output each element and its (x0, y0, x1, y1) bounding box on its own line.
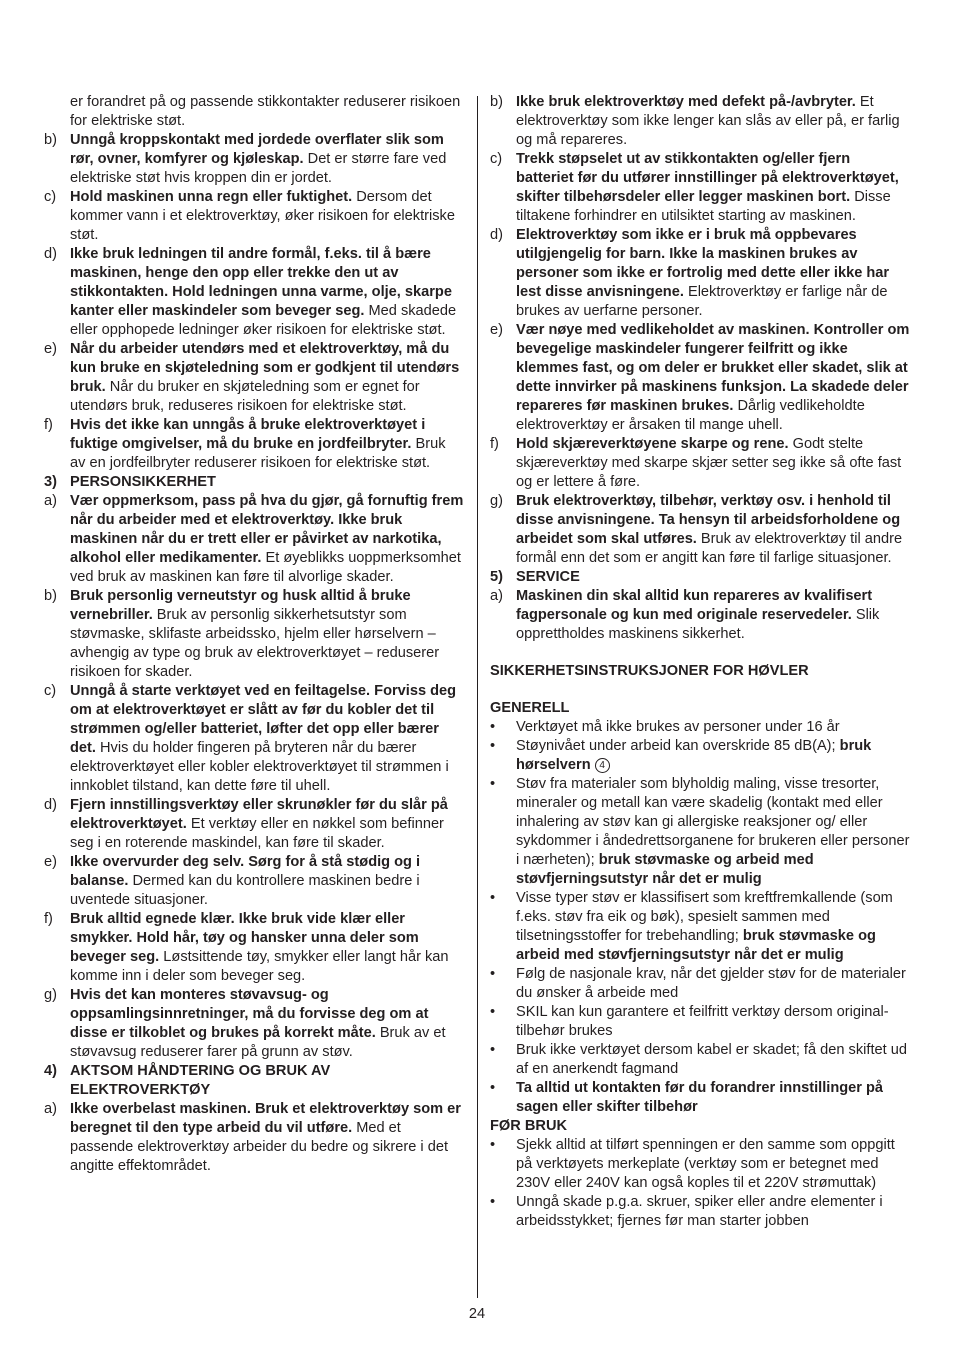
section-3-heading (44, 473, 464, 492)
list-item (490, 435, 910, 492)
bullet-bold-text: bruk støvmaske og arbeid med støvfjerningsutstyr når det er mulig (516, 852, 814, 887)
item-bold-text: Hold maskinen unna regn eller fuktighet. (70, 189, 353, 205)
item-label: c) (44, 189, 57, 205)
list-item (44, 416, 464, 473)
left-column (44, 93, 464, 1176)
bullet-bold-text: Ta alltid ut kontakten før du forandrer innstillinger på sagen eller skifter tilbehør (516, 1080, 884, 1115)
list-item (490, 93, 910, 150)
item-label: e) (44, 341, 57, 357)
bullet-item (490, 1193, 910, 1231)
list-item (490, 150, 910, 226)
item-bold-text: Ikke overvurder deg selv. Sørg for å stå stødig og i balanse. (70, 854, 421, 889)
item-text: Bruk av en jordfeilbryter reduserer risikoen for elektriske støt. (70, 436, 446, 471)
item-text: Løstsittende tøy, smykker eller langt hår kan komme inn i deler som beveger seg. (70, 949, 449, 984)
bullet-icon: • (490, 738, 496, 754)
bullet-item (490, 965, 910, 1003)
section-number: 3) (44, 474, 57, 490)
item-bold-text: Når du arbeider utendørs med et elektroverktøy, må du kun bruke en skjøteledning som er godkjent til utendørs bruk. (70, 341, 460, 395)
item-bold-text: Fjern innstillingsverktøy eller skrunøkler før du slår på elektroverktøyet. (70, 797, 448, 832)
section-title: AKTSOM HÅNDTERING OG BRUK AV ELEKTROVERKTØY (70, 1063, 331, 1098)
before-use-heading: FØR BRUK (490, 1118, 568, 1134)
bullet-icon: • (490, 776, 496, 792)
bullet-text: Verktøyet må ikke brukes av personer under 16 år (516, 719, 840, 735)
list-item (44, 910, 464, 986)
bullet-text: Sjekk alltid at tilført spenningen er den samme som oppgitt på verktøyets merkeplate (verktøy som er betegnet med 230V eller 240V kan også koples til et 220V strømuttak) (516, 1137, 895, 1191)
item-text: Bruk av personlig sikkerhetsutstyr som støvmaske, sklifaste arbeidssko, hjelm eller hørselvern – avhengig av type og bruk av elektroverktøyet – reduserer risikoen for skader. (70, 607, 440, 680)
item-text: Slik opprettholdes maskinens sikkerhet. (516, 607, 880, 642)
bullet-item (490, 889, 910, 965)
item-bold-text: Trekk støpselet ut av stikkontakten og/eller fjern batteriet før du utfører innstillinger på elektroverktøyet, skifter tilbehørsdeler eller legger maskinen bort. (516, 151, 899, 205)
item-text: Dersom det kommer vann i et elektroverktøy, øker risikoen for elektriske støt. (70, 189, 455, 243)
item-label: g) (44, 987, 57, 1003)
item-bold-text: Unngå kroppskontakt med jordede overflater slik som rør, ovner, komfyrer og kjøleskap. (70, 132, 444, 167)
list-item (44, 1100, 464, 1176)
item-bold-text: Hold skjæreverktøyene skarpe og rene. (516, 436, 789, 452)
item-label: d) (44, 797, 57, 813)
bullet-icon: • (490, 966, 496, 982)
bullet-icon: • (490, 890, 496, 906)
list-item (44, 682, 464, 796)
item-label: e) (490, 322, 503, 338)
bullet-icon: • (490, 1137, 496, 1153)
item-bold-text: Ikke bruk elektroverktøy med defekt på-/avbryter. (516, 94, 856, 110)
bullet-icon: • (490, 1004, 496, 1020)
list-item (490, 492, 910, 568)
planer-safety-heading: SIKKERHETSINSTRUKSJONER FOR HØVLER (490, 663, 809, 679)
section-4-heading (44, 1062, 464, 1100)
spacer (490, 644, 910, 662)
item-label: d) (44, 246, 57, 262)
item-bold-text: Vær oppmerksom, pass på hva du gjør, gå fornuftig frem når du arbeider med et elektroverktøy. Ikke bruk maskinen når du er trett eller er påvirket av narkotika, alkohol eller medikamenter. (70, 493, 464, 566)
section-number: 5) (490, 569, 503, 585)
list-item (44, 986, 464, 1062)
column-divider (477, 96, 478, 1298)
item-text: Disse tiltakene forhindrer en utilsiktet starting av maskinen. (516, 189, 891, 224)
item-bold-text: Bruk elektroverktøy, tilbehør, verktøy osv. i henhold til disse anvisningene. Ta hensyn til arbeidsforholdene og arbeidet som skal utføres. (516, 493, 901, 547)
bullet-text: Støynivået under arbeid kan overskride 85 dB(A); (516, 738, 840, 754)
item-label: a) (490, 588, 503, 604)
bullet-item (490, 737, 910, 775)
before-use-bullet-list (490, 1136, 910, 1231)
list-item (44, 188, 464, 245)
item-label: d) (490, 227, 503, 243)
general-bullet-list (490, 718, 910, 1117)
list-item (490, 321, 910, 435)
figure-reference-icon: 4 (595, 758, 610, 773)
list-item (44, 492, 464, 587)
item-label: a) (44, 1101, 57, 1117)
item-text: Bruk av et støvavsug reduserer farer på grunn av støv. (70, 1025, 446, 1060)
bullet-text: Bruk ikke verktøyet dersom kabel er skadet; få den skiftet ud af en anerkendt fagmand (516, 1042, 907, 1077)
item-text: Et verktøy eller en nøkkel som befinner seg i en roterende maskindel, kan føre til skader. (70, 816, 444, 851)
item-text: Med et passende elektroverktøy arbeider du bedre og sikrere i det angitte effektområdet. (70, 1120, 449, 1174)
item-label: f) (490, 436, 499, 452)
item-text: Dårlig vedlikeholdte elektroverktøy er årsaken til mange uhell. (516, 398, 865, 433)
electrical-safety-list (44, 131, 464, 473)
list-item (490, 226, 910, 321)
section-number: 4) (44, 1063, 57, 1079)
item-label: g) (490, 493, 503, 509)
general-heading: GENERELL (490, 700, 570, 716)
page-number: 24 (468, 1306, 486, 1322)
spacer (490, 681, 910, 699)
item-label: e) (44, 854, 57, 870)
item-text: Et øyeblikks uoppmerksomhet ved bruk av maskinen kan føre til alvorlige skader. (70, 550, 461, 585)
item-bold-text: Bruk alltid egnede klær. Ikke bruk vide klær eller smykker. Hold hår, tøy og hansker unna deler som beveger seg. (70, 911, 419, 965)
item-label: b) (44, 132, 57, 148)
bullet-icon: • (490, 719, 496, 735)
item-label: c) (490, 151, 503, 167)
tool-use-list-continued (490, 93, 910, 568)
intro-paragraph (44, 93, 464, 131)
section-title: SERVICE (516, 569, 580, 585)
bullet-icon: • (490, 1080, 496, 1096)
personal-safety-list (44, 492, 464, 1062)
bullet-text: Støv fra materialer som blyholdig maling, visse tresorter, mineraler og metall kan være skadelig (kontakt med eller inhalering av støv kan gi allergiske reaksjoner og/ eller sykdommer i åndedrettsorganene for brukeren eller personer i nærheten); (516, 776, 910, 868)
item-bold-text: Hvis det ikke kan unngås å bruke elektroverktøyet i fuktige omgivelser, må du bruke en jordfeilbryter. (70, 417, 426, 452)
list-item (44, 587, 464, 682)
item-label: c) (44, 683, 57, 699)
bullet-icon: • (490, 1042, 496, 1058)
bullet-text: SKIL kan kun garantere et feilfritt verktøy dersom original-tilbehør brukes (516, 1004, 889, 1039)
item-text: Godt stelte skjæreverktøy med skarpe skjær setter seg ikke så ofte fast og er lettere å føre. (516, 436, 902, 490)
item-label: b) (490, 94, 503, 110)
list-item (44, 796, 464, 853)
item-text: Det er større fare ved elektriske støt hvis kroppen din er jordet. (70, 151, 447, 186)
item-text: Elektroverktøy er farlige når de brukes av uerfarne personer. (516, 284, 888, 319)
item-label: b) (44, 588, 57, 604)
item-bold-text: Hvis det kan monteres støvavsug- og oppsamlingsinnretninger, må du forvisse deg om at disse er tilkoblet og brukes på korrekt måte. (70, 987, 429, 1041)
bullet-text: Unngå skade p.g.a. skruer, spiker eller andre elementer i arbeidsstykket; fjernes før man starter jobben (516, 1194, 883, 1229)
bullet-item (490, 775, 910, 889)
bullet-item (490, 1003, 910, 1041)
bullet-bold-text: bruk støvmaske og arbeid med støvfjerningsutstyr når det er mulig (516, 928, 876, 963)
item-bold-text: Ikke overbelast maskinen. Bruk et elektroverktøy som er beregnet til den type arbeid du vil utføre. (70, 1101, 461, 1136)
item-bold-text: Vær nøye med vedlikeholdet av maskinen. Kontroller om bevegelige maskindeler fungerer feilfritt og ikke klemmes fast, og om deler er brukket eller skadet, slik at dette innvirker på maskinens funksjon. La skadede deler repareres før maskinen brukes. (516, 322, 910, 414)
bullet-bold-text: bruk hørselvern (516, 738, 872, 773)
list-item (44, 340, 464, 416)
bullet-text: Følg de nasjonale krav, når det gjelder støv for de materialer du ønsker å arbeide med (516, 966, 906, 1001)
item-text: Når du bruker en skjøteledning som er egnet for utendørs bruk, reduseres risikoen for elektriske støt. (70, 379, 420, 414)
item-text: Et elektroverktøy som ikke lenger kan slås av eller på, er farlig og må repareres. (516, 94, 900, 148)
item-text: Bruk av elektroverktøy til andre formål enn det som er angitt kan føre til farlige situasjoner. (516, 531, 903, 566)
section-5-heading (490, 568, 910, 587)
item-text: Hvis du holder fingeren på bryteren når du bærer elektroverktøyet eller kobler elektroverktøyet til strømmen i innkoblet tilstand, kan dette føre til uhell. (70, 740, 449, 794)
list-item (44, 131, 464, 188)
list-item (44, 245, 464, 340)
list-item (490, 587, 910, 644)
item-bold-text: Ikke bruk ledningen til andre formål, f.eks. til å bære maskinen, henge den opp eller trekke den ut av stikkontakten. Hold ledningen unna varme, olje, skarpe kanter eller maskindeler som beveger seg. (70, 246, 452, 319)
item-bold-text: Elektroverktøy som ikke er i bruk må oppbevares utilgjengelig for barn. Ikke la maskinen brukes av personer som ikke er fortrolig med dette eller ikke har lest disse anvisningene. (516, 227, 890, 300)
service-list (490, 587, 910, 644)
item-label: f) (44, 417, 53, 433)
bullet-item (490, 1079, 910, 1117)
bullet-icon: • (490, 1194, 496, 1210)
tool-use-list (44, 1100, 464, 1176)
right-column (490, 93, 910, 1231)
section-title: PERSONSIKKERHET (70, 474, 216, 490)
bullet-item (490, 1041, 910, 1079)
item-bold-text: Maskinen din skal alltid kun repareres av kvalifisert fagpersonale og kun med originale reservedeler. (516, 588, 873, 623)
item-text: Med skadede eller opphopede ledninger øker risikoen for elektriske støt. (70, 303, 457, 338)
item-label: a) (44, 493, 57, 509)
item-text: Dermed kan du kontrollere maskinen bedre i uventede situasjoner. (70, 873, 420, 908)
bullet-text: Visse typer støv er klassifisert som kreftfremkallende (som f.eks. støv fra eik og bøk), spesielt sammen med tilsetningsstoffer for trebehandling; (516, 890, 893, 944)
bullet-item (490, 1136, 910, 1193)
bullet-item (490, 718, 910, 737)
item-bold-text: Unngå å starte verktøyet ved en feiltagelse. Forviss deg om at elektroverktøyet er slått av før du kobler det til strømmen og/eller batteriet, løfter det opp eller bærer det. (70, 683, 457, 756)
item-bold-text: Bruk personlig verneutstyr og husk alltid å bruke vernebriller. (70, 588, 411, 623)
item-label: f) (44, 911, 53, 927)
intro-text: er forandret på og passende stikkontakter reduserer risikoen for elektriske støt. (70, 94, 461, 129)
list-item (44, 853, 464, 910)
